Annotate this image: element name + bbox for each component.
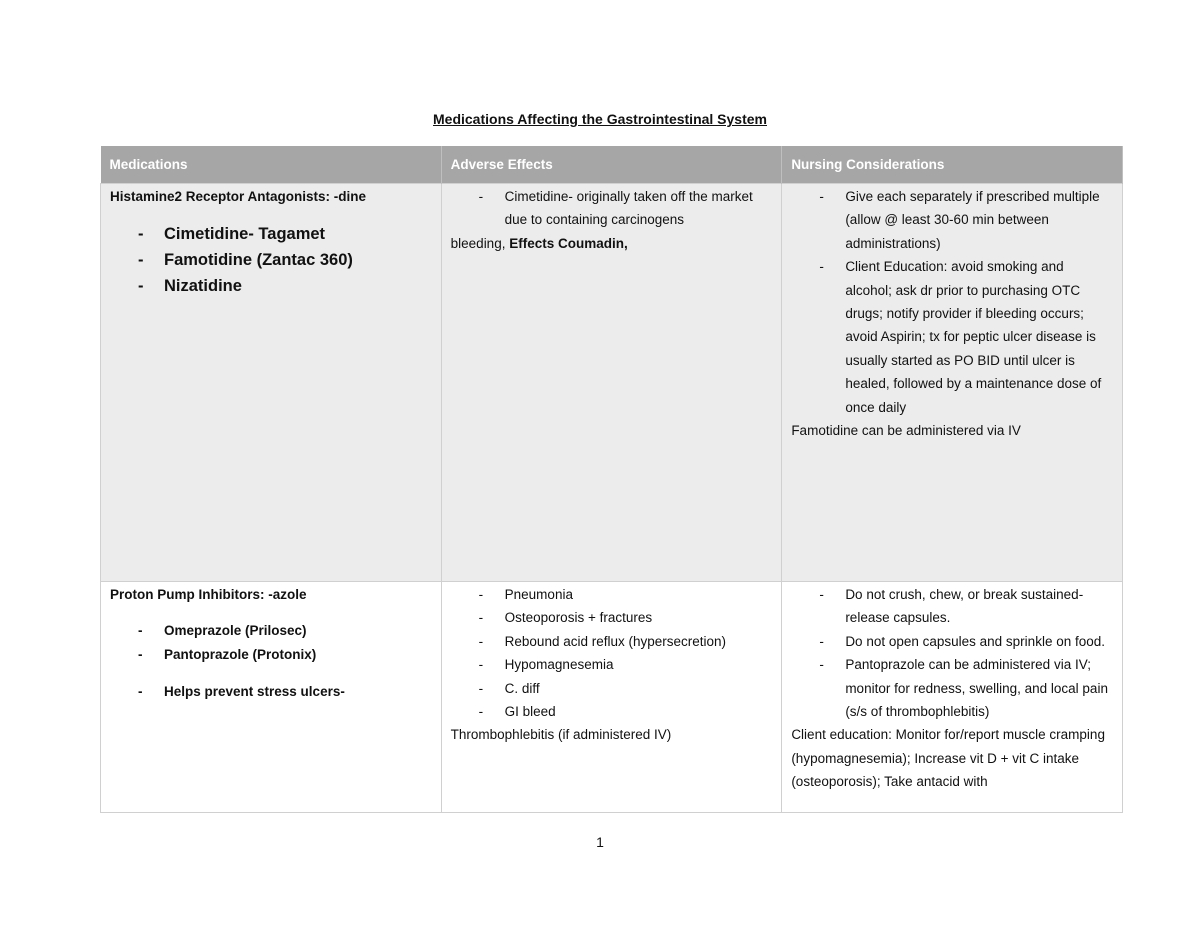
list-item: - Cimetidine- Tagamet <box>110 221 432 247</box>
list-item: - C. diff <box>451 677 773 700</box>
medications-table <box>100 146 1123 813</box>
list-item: - Cimetidine- originally taken off the market due to containing carcinogens <box>451 185 773 232</box>
nursing-trailing-text: Client education: Monitor for/report muscle cramping (hypomagnesemia); Increase vit D + vit C intake (osteoporosis); Take antacid with <box>791 727 1105 790</box>
header-nursing-considerations: Nursing Considerations <box>782 146 1123 184</box>
list-item: - Famotidine (Zantac 360) <box>110 247 432 273</box>
list-item: - Pantoprazole can be administered via IV; monitor for redness, swelling, and local pain (s/s of thrombophlebitis) <box>791 653 1113 723</box>
adverse-trailing-bold: Effects Coumadin, <box>509 235 628 251</box>
list-item: - Nizatidine <box>110 273 432 299</box>
adverse-trailing-text: Thrombophlebitis (if administered IV) <box>450 727 672 743</box>
header-medications: Medications <box>101 146 442 184</box>
list-item: - Do not open capsules and sprinkle on food. <box>791 630 1113 653</box>
list-item: - Helps prevent stress ulcers- <box>110 680 432 703</box>
cell-medications <box>101 582 442 813</box>
adverse-trailing-text <box>451 232 773 255</box>
cell-adverse-effects <box>441 582 782 813</box>
table-header-row <box>101 146 1123 184</box>
list-item: - Do not crush, chew, or break sustained-release capsules. <box>791 583 1113 630</box>
page-number: 1 <box>596 834 604 850</box>
list-item: - Client Education: avoid smoking and alcohol; ask dr prior to purchasing OTC drugs; notify provider if bleeding occurs; avoid Aspirin; tx for peptic ulcer disease is usually started as PO BID until ulcer is healed, followed by a maintenance dose of once daily <box>791 255 1113 419</box>
drug-list <box>110 619 432 703</box>
list-item: - Omeprazole (Prilosec) <box>110 619 432 642</box>
header-adverse-effects: Adverse Effects <box>441 146 782 184</box>
drug-class-label: Histamine2 Receptor Antagonists: -dine <box>110 189 367 204</box>
drug-class-label: Proton Pump Inhibitors: -azole <box>110 587 307 602</box>
page-title: Medications Affecting the Gastrointestinal System <box>433 111 767 127</box>
cell-medications <box>101 184 442 582</box>
list-item: - Osteoporosis + fractures <box>451 606 773 629</box>
list-item: - Rebound acid reflux (hypersecretion) <box>451 630 773 653</box>
table-row-h2-antagonists <box>101 184 1123 582</box>
table-row-ppi <box>101 582 1123 813</box>
adverse-list <box>451 583 773 723</box>
cell-nursing-considerations <box>782 582 1123 813</box>
nursing-list <box>791 583 1113 723</box>
list-item: - Give each separately if prescribed multiple (allow @ least 30-60 min between administrations) <box>791 185 1113 255</box>
list-item: - GI bleed <box>451 700 773 723</box>
cell-nursing-considerations <box>782 184 1123 582</box>
adverse-trailing-plain: bleeding, <box>450 235 510 251</box>
list-item: - Pantoprazole (Protonix) <box>110 643 432 666</box>
nursing-trailing-text: Famotidine can be administered via IV <box>791 423 1021 439</box>
adverse-list <box>451 185 773 232</box>
cell-adverse-effects <box>441 184 782 582</box>
list-item: - Hypomagnesemia <box>451 653 773 676</box>
list-item: - Pneumonia <box>451 583 773 606</box>
nursing-list <box>791 185 1113 419</box>
drug-list <box>110 221 432 299</box>
